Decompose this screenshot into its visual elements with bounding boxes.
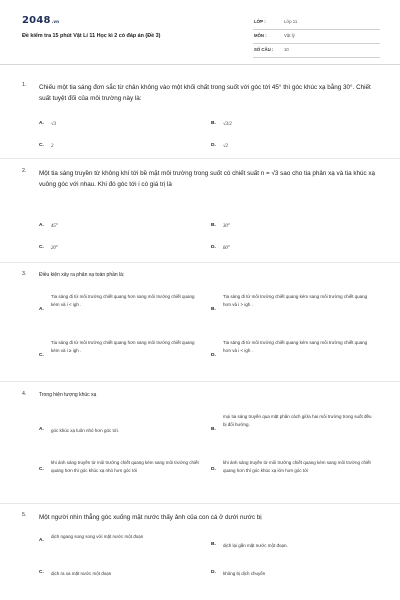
question-number: 5. xyxy=(22,512,27,518)
option-text: 45° xyxy=(51,224,58,229)
meta-row-subject xyxy=(253,30,380,44)
question-divider xyxy=(0,262,400,263)
option-letter: A. xyxy=(39,223,44,228)
option-letter: A. xyxy=(39,121,44,126)
option-text: dịch lại gần mặt nước một đoạn. xyxy=(223,543,288,548)
question-divider xyxy=(0,503,400,504)
option-letter: C. xyxy=(39,143,44,148)
question-divider xyxy=(0,158,400,159)
option-letter: D. xyxy=(211,245,216,250)
option-text: dịch ngang song song với mặt nước một đoạn xyxy=(51,534,144,539)
question-3 xyxy=(22,271,382,381)
option-letter: A. xyxy=(39,427,44,432)
option-text: √2 xyxy=(223,144,229,149)
logo-main: 2048 xyxy=(22,15,51,26)
meta-info xyxy=(253,16,380,58)
question-5 xyxy=(22,512,382,592)
option-text: 30° xyxy=(223,224,230,229)
option-text: khi ánh sáng truyền từ môi trường chiết quang kém sang môi trường chiết quang hơn thì góc khúc xạ lớn hơn góc tới xyxy=(223,460,371,473)
option-letter: D. xyxy=(211,570,216,575)
option-text: Tia sáng đi từ môi trường chiết quang hơn sang môi trường chiết quang kém và i < igh . xyxy=(51,294,195,307)
question-number: 4. xyxy=(22,391,27,397)
question-text: Một người nhìn thẳng góc xuống mặt nước thấy ảnh của con cá ở dưới nước bị xyxy=(39,514,262,521)
option-text: Tia sáng đi từ môi trường chiết quang hơn sang môi trường chiết quang kém và i ≥ igh . xyxy=(51,340,195,353)
question-text: Chiếu một tia sáng đơn sắc từ chân không vào một khối chất trong suốt với góc tới 45° thì góc khúc xạ bằng 30°. Chiết suất tuyệt đối của môi trường này là: xyxy=(39,84,371,102)
option-text: 60° xyxy=(223,246,230,251)
meta-row-class xyxy=(253,16,380,30)
meta-key: LỚP : xyxy=(254,19,266,24)
option-letter: A. xyxy=(39,307,44,312)
question-text: Điều kiện xảy ra phản xạ toàn phần là: xyxy=(39,272,125,278)
option-letter: C. xyxy=(39,245,44,250)
question-2 xyxy=(22,168,382,258)
option-text: √3 xyxy=(51,122,57,127)
question-divider xyxy=(0,381,400,382)
option-letter: B. xyxy=(211,121,216,126)
site-logo[interactable] xyxy=(22,15,59,26)
option-text: mọi tia sáng truyền qua mặt phân cách giữa hai môi trường trong suốt đều bị đổi hướng. xyxy=(223,414,372,427)
meta-value: Lớp 11 xyxy=(284,19,298,24)
option-letter: B. xyxy=(211,427,216,432)
meta-key: MÔN : xyxy=(254,33,267,38)
document-header xyxy=(0,0,400,62)
option-text: góc khúc xạ luôn nhỏ hơn góc tới. xyxy=(51,428,119,433)
option-text: √3/2 xyxy=(223,122,232,127)
question-4 xyxy=(22,391,382,506)
logo-suffix: .vn xyxy=(51,19,60,24)
page-title: Đề kiểm tra 15 phút Vật Lí 11 Học kì 2 có đáp án (Đề 3) xyxy=(22,33,161,39)
option-letter: B. xyxy=(211,542,216,547)
question-number: 3. xyxy=(22,271,27,277)
option-letter: B. xyxy=(211,223,216,228)
option-text: Tia sáng đi từ môi trường chiết quang kém sang môi trường chiết quang hơn và i > igh . xyxy=(223,294,368,307)
option-text: 20° xyxy=(51,246,58,251)
question-1 xyxy=(22,82,382,162)
question-number: 1. xyxy=(22,82,27,88)
option-text: 2 xyxy=(51,144,54,149)
option-letter: C. xyxy=(39,467,44,472)
option-text: khi ánh sáng truyền từ môi trường chiết quang kém sang môi trường chiết quang hơn thì góc khúc xạ nhỏ hơn góc tới xyxy=(51,460,199,473)
option-letter: C. xyxy=(39,570,44,575)
option-text: dịch ra xa mặt nước một đoạn xyxy=(51,571,112,576)
meta-value: Vật lý xyxy=(284,33,295,38)
question-number: 2. xyxy=(22,168,27,174)
question-text: Trong hiện tượng khúc xạ xyxy=(39,392,97,398)
header-divider xyxy=(0,64,400,65)
option-letter: C. xyxy=(39,353,44,358)
option-letter: D. xyxy=(211,467,216,472)
option-letter: D. xyxy=(211,353,216,358)
meta-row-count xyxy=(253,44,380,58)
option-letter: D. xyxy=(211,143,216,148)
option-letter: B. xyxy=(211,307,216,312)
meta-key: SỐ CÂU : xyxy=(254,47,274,52)
question-text: Một tia sáng truyền từ không khí tới bề mặt môi trường trong suốt có chiết suất n = √3 sao cho tia phản xạ và tia khúc xạ vuông góc với nhau. Khi đó góc tới i có giá trị là xyxy=(39,170,376,188)
meta-value: 10 xyxy=(284,47,289,52)
option-text: Tia sáng đi từ môi trường chiết quang kém sang môi trường chiết quang hơn và i < igh . xyxy=(223,340,368,353)
option-text: không bị dịch chuyển xyxy=(223,571,266,576)
option-letter: A. xyxy=(39,538,44,543)
